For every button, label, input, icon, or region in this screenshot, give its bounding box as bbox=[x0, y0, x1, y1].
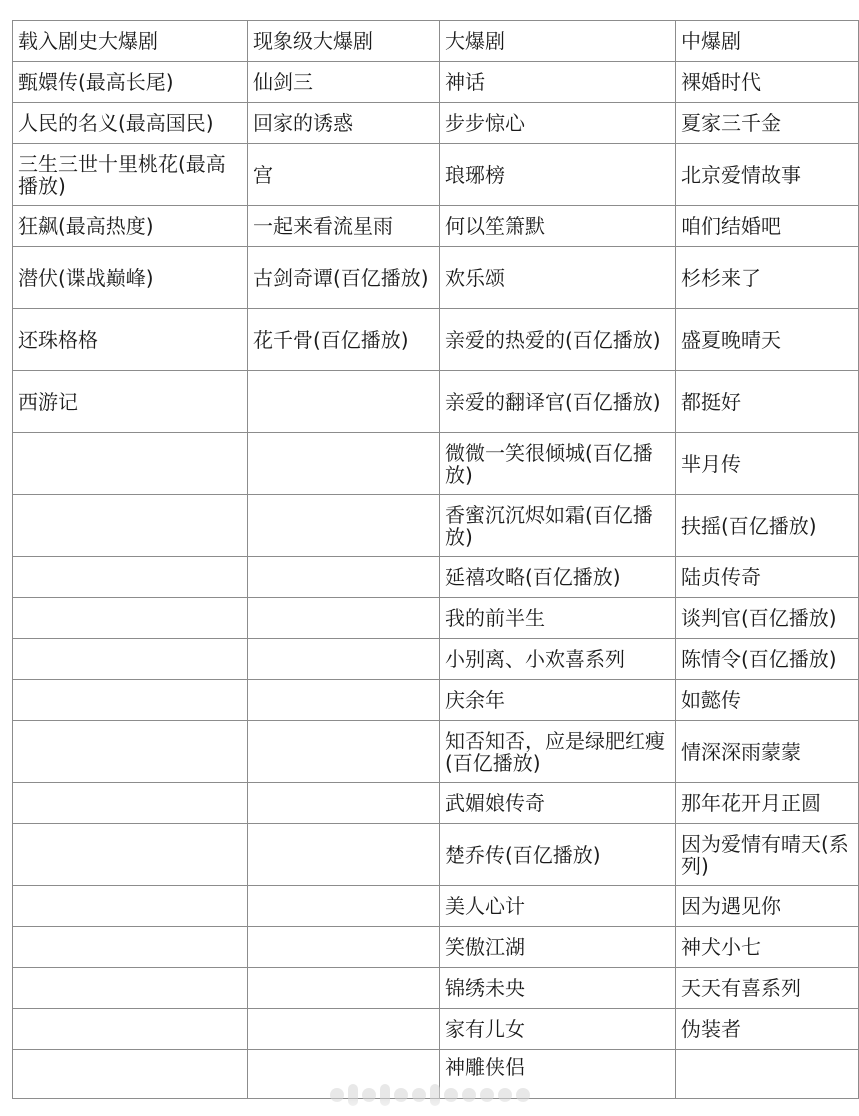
table-cell bbox=[248, 680, 440, 721]
table-cell: 神话 bbox=[440, 62, 676, 103]
table-row bbox=[13, 968, 859, 1009]
table-cell: 知否知否，应是绿肥红瘦(百亿播放) bbox=[440, 721, 676, 783]
header-cell-big-hit: 大爆剧 bbox=[440, 21, 676, 62]
table-cell: 那年花开月正圆 bbox=[676, 783, 859, 824]
table-cell: 我的前半生 bbox=[440, 598, 676, 639]
table-cell: 情深深雨蒙蒙 bbox=[676, 721, 859, 783]
table-cell bbox=[248, 927, 440, 968]
table-row bbox=[13, 247, 859, 309]
table-row bbox=[13, 721, 859, 783]
table-cell: 都挺好 bbox=[676, 371, 859, 433]
table-cell bbox=[13, 886, 248, 927]
table-cell: 西游记 bbox=[13, 371, 248, 433]
table-row bbox=[13, 680, 859, 721]
table-cell: 何以笙箫默 bbox=[440, 206, 676, 247]
header-cell-historic: 载入剧史大爆剧 bbox=[13, 21, 248, 62]
table-row bbox=[13, 433, 859, 495]
table-cell: 家有儿女 bbox=[440, 1009, 676, 1050]
table-cell: 欢乐颂 bbox=[440, 247, 676, 309]
table-cell bbox=[13, 639, 248, 680]
table-cell: 庆余年 bbox=[440, 680, 676, 721]
table-cell bbox=[13, 968, 248, 1009]
table-row bbox=[13, 639, 859, 680]
table-cell: 一起来看流星雨 bbox=[248, 206, 440, 247]
table-row bbox=[13, 598, 859, 639]
table-cell: 谈判官(百亿播放) bbox=[676, 598, 859, 639]
table-cell: 裸婚时代 bbox=[676, 62, 859, 103]
table-cell: 芈月传 bbox=[676, 433, 859, 495]
table-cell bbox=[13, 680, 248, 721]
table-cell: 扶摇(百亿播放) bbox=[676, 495, 859, 557]
table-cell bbox=[676, 1050, 859, 1099]
table-row bbox=[13, 557, 859, 598]
drama-ranking-sheet bbox=[12, 20, 858, 1099]
table-cell bbox=[13, 557, 248, 598]
header-cell-phenomenal: 现象级大爆剧 bbox=[248, 21, 440, 62]
table-cell: 神犬小七 bbox=[676, 927, 859, 968]
table-row bbox=[13, 886, 859, 927]
table-cell: 天天有喜系列 bbox=[676, 968, 859, 1009]
table-cell bbox=[13, 598, 248, 639]
table-cell: 如懿传 bbox=[676, 680, 859, 721]
header-cell-medium-hit: 中爆剧 bbox=[676, 21, 859, 62]
table-cell: 步步惊心 bbox=[440, 103, 676, 144]
table-cell: 微微一笑很倾城(百亿播放) bbox=[440, 433, 676, 495]
table-row bbox=[13, 371, 859, 433]
table-cell bbox=[248, 598, 440, 639]
table-cell: 人民的名义(最高国民) bbox=[13, 103, 248, 144]
table-cell bbox=[248, 433, 440, 495]
table-cell bbox=[13, 1009, 248, 1050]
table-cell: 小别离、小欢喜系列 bbox=[440, 639, 676, 680]
table-cell: 因为爱情有晴天(系列) bbox=[676, 824, 859, 886]
table-cell: 笑傲江湖 bbox=[440, 927, 676, 968]
table-cell: 夏家三千金 bbox=[676, 103, 859, 144]
table-cell: 北京爱情故事 bbox=[676, 144, 859, 206]
table-cell: 还珠格格 bbox=[13, 309, 248, 371]
table-cell bbox=[248, 1009, 440, 1050]
header-row bbox=[13, 21, 859, 62]
table-row bbox=[13, 103, 859, 144]
table-cell: 仙剑三 bbox=[248, 62, 440, 103]
table-row bbox=[13, 144, 859, 206]
table-cell bbox=[13, 783, 248, 824]
table-cell: 宫 bbox=[248, 144, 440, 206]
bottom-fade bbox=[0, 1098, 859, 1116]
table-cell: 神雕侠侣 bbox=[440, 1050, 676, 1099]
table-row bbox=[13, 495, 859, 557]
table-cell: 花千骨(百亿播放) bbox=[248, 309, 440, 371]
drama-ranking-table bbox=[12, 20, 859, 1099]
table-row bbox=[13, 206, 859, 247]
table-cell: 亲爱的热爱的(百亿播放) bbox=[440, 309, 676, 371]
table-row bbox=[13, 1009, 859, 1050]
table-cell bbox=[13, 433, 248, 495]
table-cell: 三生三世十里桃花(最高播放) bbox=[13, 144, 248, 206]
table-cell: 因为遇见你 bbox=[676, 886, 859, 927]
table-cell bbox=[13, 495, 248, 557]
table-cell: 狂飙(最高热度) bbox=[13, 206, 248, 247]
table-row bbox=[13, 927, 859, 968]
table-cell bbox=[13, 721, 248, 783]
table-cell: 美人心计 bbox=[440, 886, 676, 927]
table-row bbox=[13, 783, 859, 824]
table-cell: 咱们结婚吧 bbox=[676, 206, 859, 247]
table-row bbox=[13, 309, 859, 371]
table-cell: 伪装者 bbox=[676, 1009, 859, 1050]
table-cell bbox=[248, 721, 440, 783]
table-cell: 琅琊榜 bbox=[440, 144, 676, 206]
table-cell bbox=[248, 495, 440, 557]
table-cell: 楚乔传(百亿播放) bbox=[440, 824, 676, 886]
table-cell bbox=[248, 639, 440, 680]
table-cell bbox=[13, 1050, 248, 1099]
table-row bbox=[13, 824, 859, 886]
table-cell: 延禧攻略(百亿播放) bbox=[440, 557, 676, 598]
table-cell bbox=[13, 927, 248, 968]
table-cell bbox=[248, 824, 440, 886]
table-cell: 杉杉来了 bbox=[676, 247, 859, 309]
table-cell bbox=[248, 886, 440, 927]
table-cell: 武媚娘传奇 bbox=[440, 783, 676, 824]
table-cell: 盛夏晚晴天 bbox=[676, 309, 859, 371]
table-cell: 亲爱的翻译官(百亿播放) bbox=[440, 371, 676, 433]
table-cell: 香蜜沉沉烬如霜(百亿播放) bbox=[440, 495, 676, 557]
table-cell bbox=[248, 557, 440, 598]
table-cell bbox=[248, 371, 440, 433]
table-row bbox=[13, 62, 859, 103]
table-cell bbox=[248, 968, 440, 1009]
table-cell: 古剑奇谭(百亿播放) bbox=[248, 247, 440, 309]
table-cell bbox=[13, 824, 248, 886]
table-cell bbox=[248, 783, 440, 824]
table-cell: 陈情令(百亿播放) bbox=[676, 639, 859, 680]
table-cell: 甄嬛传(最高长尾) bbox=[13, 62, 248, 103]
table-cell: 潜伏(谍战巅峰) bbox=[13, 247, 248, 309]
table-cell: 锦绣未央 bbox=[440, 968, 676, 1009]
table-cell: 回家的诱惑 bbox=[248, 103, 440, 144]
table-cell: 陆贞传奇 bbox=[676, 557, 859, 598]
